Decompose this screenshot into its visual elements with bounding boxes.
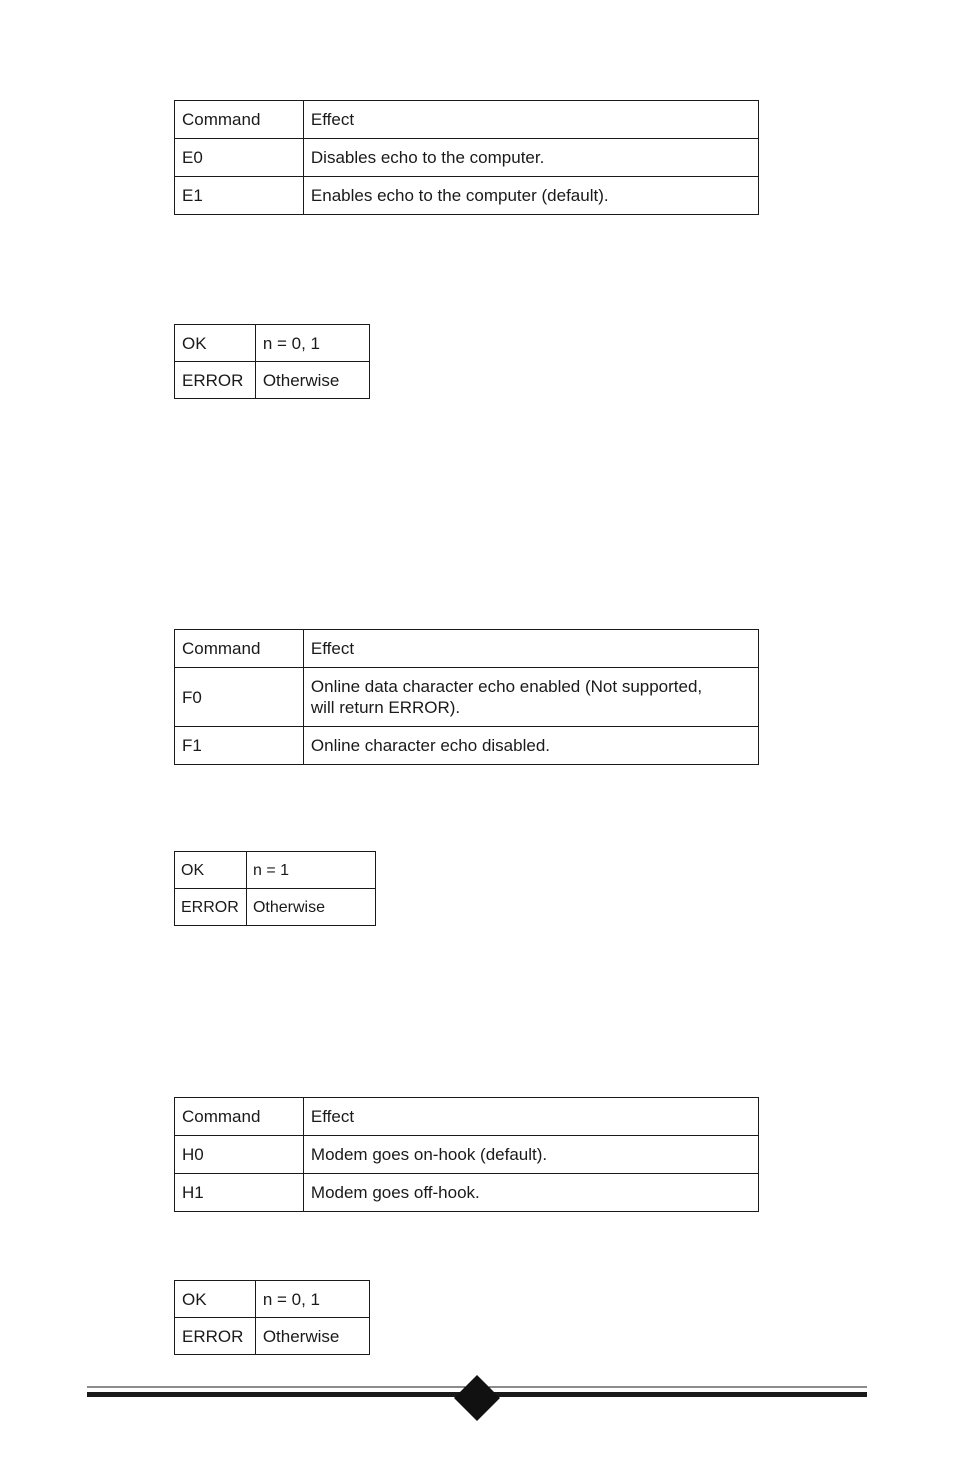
condition-cell: n = 0, 1 (255, 1281, 369, 1318)
condition-cell: Otherwise (255, 1318, 369, 1355)
result-cell: OK (175, 325, 256, 362)
effect-line-2: will return ERROR). (310, 698, 461, 717)
condition-cell: n = 1 (246, 852, 375, 889)
column-header-command: Command (175, 1098, 304, 1136)
result-cell: OK (175, 1281, 256, 1318)
column-header-effect: Effect (303, 1098, 758, 1136)
effect-cell: Online character echo disabled. (303, 727, 758, 765)
footer-diamond-icon (454, 1375, 500, 1421)
command-cell: H0 (175, 1136, 304, 1174)
result-cell: ERROR (175, 889, 247, 926)
command-cell: F1 (175, 727, 304, 765)
command-cell: E1 (175, 177, 304, 215)
result-cell: ERROR (175, 1318, 256, 1355)
column-header-command: Command (175, 101, 304, 139)
effect-line-1: Online data character echo enabled (Not supported, (310, 677, 703, 696)
effect-cell: Modem goes on-hook (default). (303, 1136, 758, 1174)
column-header-command: Command (175, 630, 304, 668)
command-cell: H1 (175, 1174, 304, 1212)
column-header-effect: Effect (303, 101, 758, 139)
command-cell: F0 (175, 668, 304, 727)
condition-cell: Otherwise (255, 362, 369, 399)
effect-cell: Disables echo to the computer. (303, 139, 758, 177)
column-header-effect: Effect (303, 630, 758, 668)
condition-cell: Otherwise (246, 889, 375, 926)
command-cell: E0 (175, 139, 304, 177)
effect-cell: Modem goes off-hook. (303, 1174, 758, 1212)
result-cell: ERROR (175, 362, 256, 399)
result-cell: OK (175, 852, 247, 889)
effect-cell: Enables echo to the computer (default). (303, 177, 758, 215)
condition-cell: n = 0, 1 (255, 325, 369, 362)
